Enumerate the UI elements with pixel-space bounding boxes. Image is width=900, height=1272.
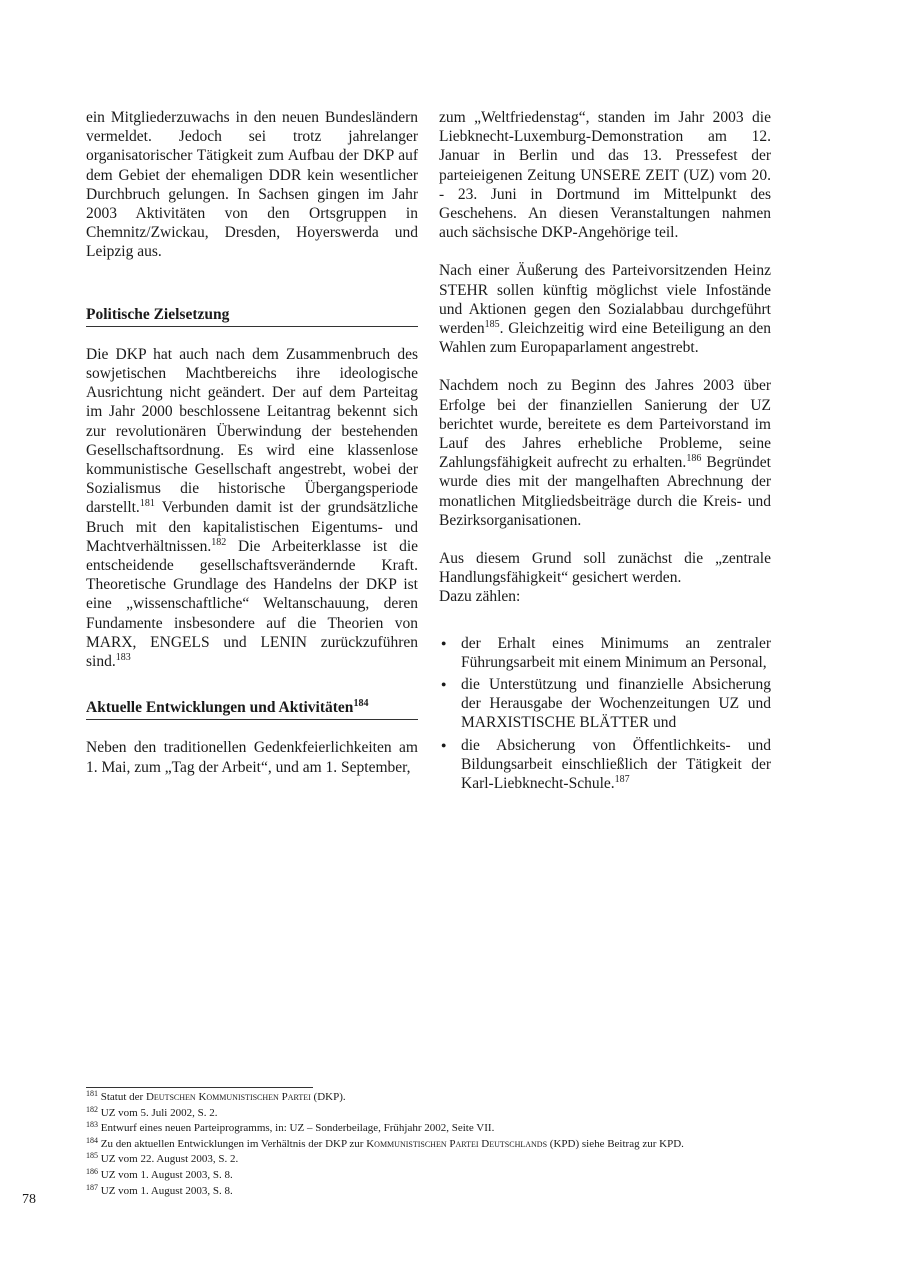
footnote-ref[interactable]: 185 <box>484 319 500 331</box>
footnote-number: 182 <box>86 1104 98 1114</box>
right-column <box>439 108 771 796</box>
paragraph-capacity <box>439 549 771 607</box>
heading-political-goals: Politische Zielsetzung <box>86 305 418 327</box>
text: Deutschen Kommunistischen Partei <box>145 1091 311 1103</box>
footnote-number: 181 <box>86 1089 98 1098</box>
footnote-number: 183 <box>86 1120 98 1130</box>
text: UZ vom 1. August 2003, S. 8. <box>100 1168 233 1181</box>
paragraph-chairman-statement <box>439 261 771 357</box>
footnote <box>86 1184 786 1200</box>
text: Die Arbeiterklasse ist die entscheidende gesellschaftsverändernde Kraft. Theoretische Grundlage des Handelns der DKP ist eine „wissenschaftliche“ Weltanschauung, deren Fundamente insbesondere auf die Theorien von MARX, ENGELS und LENIN zurückzuführen sind. <box>86 537 418 671</box>
paragraph-finances <box>439 376 771 530</box>
footnote <box>86 1168 786 1184</box>
bullet-list <box>439 634 771 794</box>
footnote-number: 185 <box>86 1151 98 1161</box>
text: (DKP). <box>310 1091 346 1103</box>
footnote <box>86 1152 786 1168</box>
text: Entwurf eines neuen Parteiprogramms, in: UZ – Sonderbeilage, Frühjahr 2002, Seite VII. <box>100 1122 495 1135</box>
paragraph-events-start: Neben den traditionellen Gedenkfeierlichkeiten am 1. Mai, zum „Tag der Arbeit“, und am 1. September, <box>86 739 418 776</box>
list-item: ● die Unterstützung und finanzielle Absicherung der Herausgabe der Wochenzeitungen UZ und MARXISTISCHE BLÄTTER und <box>439 675 771 733</box>
paragraph-membership: ein Mitgliederzuwachs in den neuen Bundesländern vermeldet. Jedoch sei trotz jahrelanger organisatorischer Tätigkeit zum Aufbau der DKP auf dem Gebiet der ehemaligen DDR kein wesentlicher Durchbruch gelungen. In Sachsen gingen im Jahr 2003 Aktivitäten von den Ortsgruppen in Chemnitz/Zwickau, Dresden, Hoyerswerda und Leipzig aus. <box>86 109 418 261</box>
text: Zu den aktuellen Entwicklungen im Verhältnis der DKP zur <box>100 1137 367 1150</box>
text: Kommunistischen Partei Deutschlands <box>366 1137 548 1150</box>
footnote-ref[interactable]: 183 <box>115 652 131 664</box>
footnote-divider <box>86 1087 313 1088</box>
footnote-number: 187 <box>86 1182 98 1192</box>
footnote-number: 184 <box>86 1135 98 1145</box>
text: (KPD) siehe Beitrag zur KPD. <box>547 1137 684 1150</box>
text: . Gleichzeitig wird eine Beteiligung an den Wahlen zum Europaparlament angestrebt. <box>439 320 771 357</box>
footnote-number: 186 <box>86 1166 98 1176</box>
footnote <box>86 1090 786 1106</box>
heading-current-developments <box>86 698 418 720</box>
text: UZ vom 1. August 2003, S. 8. <box>100 1184 233 1197</box>
text: Verbunden damit ist der grundsätzliche Bruch mit den kapitalistischen Eigentums- und Machtverhältnissen. <box>86 499 418 555</box>
footnote-ref[interactable]: 182 <box>211 536 227 548</box>
text: Nach einer Äußerung des Parteivorsitzenden Heinz STEHR sollen künftig möglichst viele Infostände und Aktionen gegen den Sozialabbau durchgeführt werden <box>439 262 771 338</box>
footnote <box>86 1121 786 1137</box>
text: UZ vom 22. August 2003, S. 2. <box>100 1153 239 1166</box>
text: Aus diesem Grund soll zunächst die „zentrale Handlungsfähigkeit“ gesichert werden. <box>439 550 771 587</box>
footnote-ref[interactable]: 187 <box>614 774 630 786</box>
footnotes <box>86 1090 786 1199</box>
text: Statut der <box>100 1091 146 1103</box>
footnote <box>86 1137 786 1153</box>
page-number: 78 <box>22 1192 36 1207</box>
text: Begründet wurde dies mit der mangelhaften Abrechnung der monatlichen Mitgliedsbeiträge durch die Kreis- und Bezirksorganisationen. <box>439 454 771 529</box>
footnote-ref[interactable]: 186 <box>686 453 702 465</box>
text: die Absicherung von Öffentlichkeits- und Bildungsarbeit einschließlich der Tätigkeit der Karl-Liebknecht-Schule. <box>461 736 771 793</box>
paragraph-ideology <box>86 345 418 671</box>
footnote-ref[interactable]: 184 <box>353 698 369 710</box>
left-column <box>86 108 418 777</box>
paragraph-events: zum „Weltfriedenstag“, standen im Jahr 2003 die Liebknecht-Luxemburg-Demonstration am 12. Januar in Berlin und das 13. Pressefest der parteieigenen Zeitung UNSERE ZEIT (UZ) vom 20. - 23. Juni in Dortmund im Mittelpunkt des Geschehens. An diesen Veranstaltungen nahmen auch sächsische DKP-Angehörige teil. <box>439 109 771 242</box>
text: Die DKP hat auch nach dem Zusammenbruch des sowjetischen Machtbereichs ihre ideologische Ausrichtung nicht geändert. Der auf dem Parteitag im Jahr 2000 beschlossene Leitantrag bekennt sich zur revolutionären Überwindung der bestehenden Gesellschaftsordnung. Es wird eine klassenlose kommunistische Gesellschaft angestrebt, wobei der Sozialismus die historische Übergangsperiode darstellt. <box>86 345 418 517</box>
text: Nachdem noch zu Beginn des Jahres 2003 über Erfolge bei der finanziellen Sanierung der UZ berichtet wurde, bereitete es dem Parteivorstand im Lauf des Jahres erhebliche Probleme, seine Zahlungsfähigkeit aufrecht zu erhalten. <box>439 377 771 472</box>
list-item: ● der Erhalt eines Minimums an zentraler Führungsarbeit mit einem Minimum an Personal, <box>439 634 771 672</box>
heading-text: Aktuelle Entwicklungen und Aktivitäten <box>86 699 354 717</box>
footnote <box>86 1106 786 1122</box>
text: Dazu zählen: <box>439 588 521 606</box>
footnote-ref[interactable]: 181 <box>139 498 155 510</box>
list-item <box>439 736 771 794</box>
text: UZ vom 5. Juli 2002, S. 2. <box>100 1106 218 1119</box>
